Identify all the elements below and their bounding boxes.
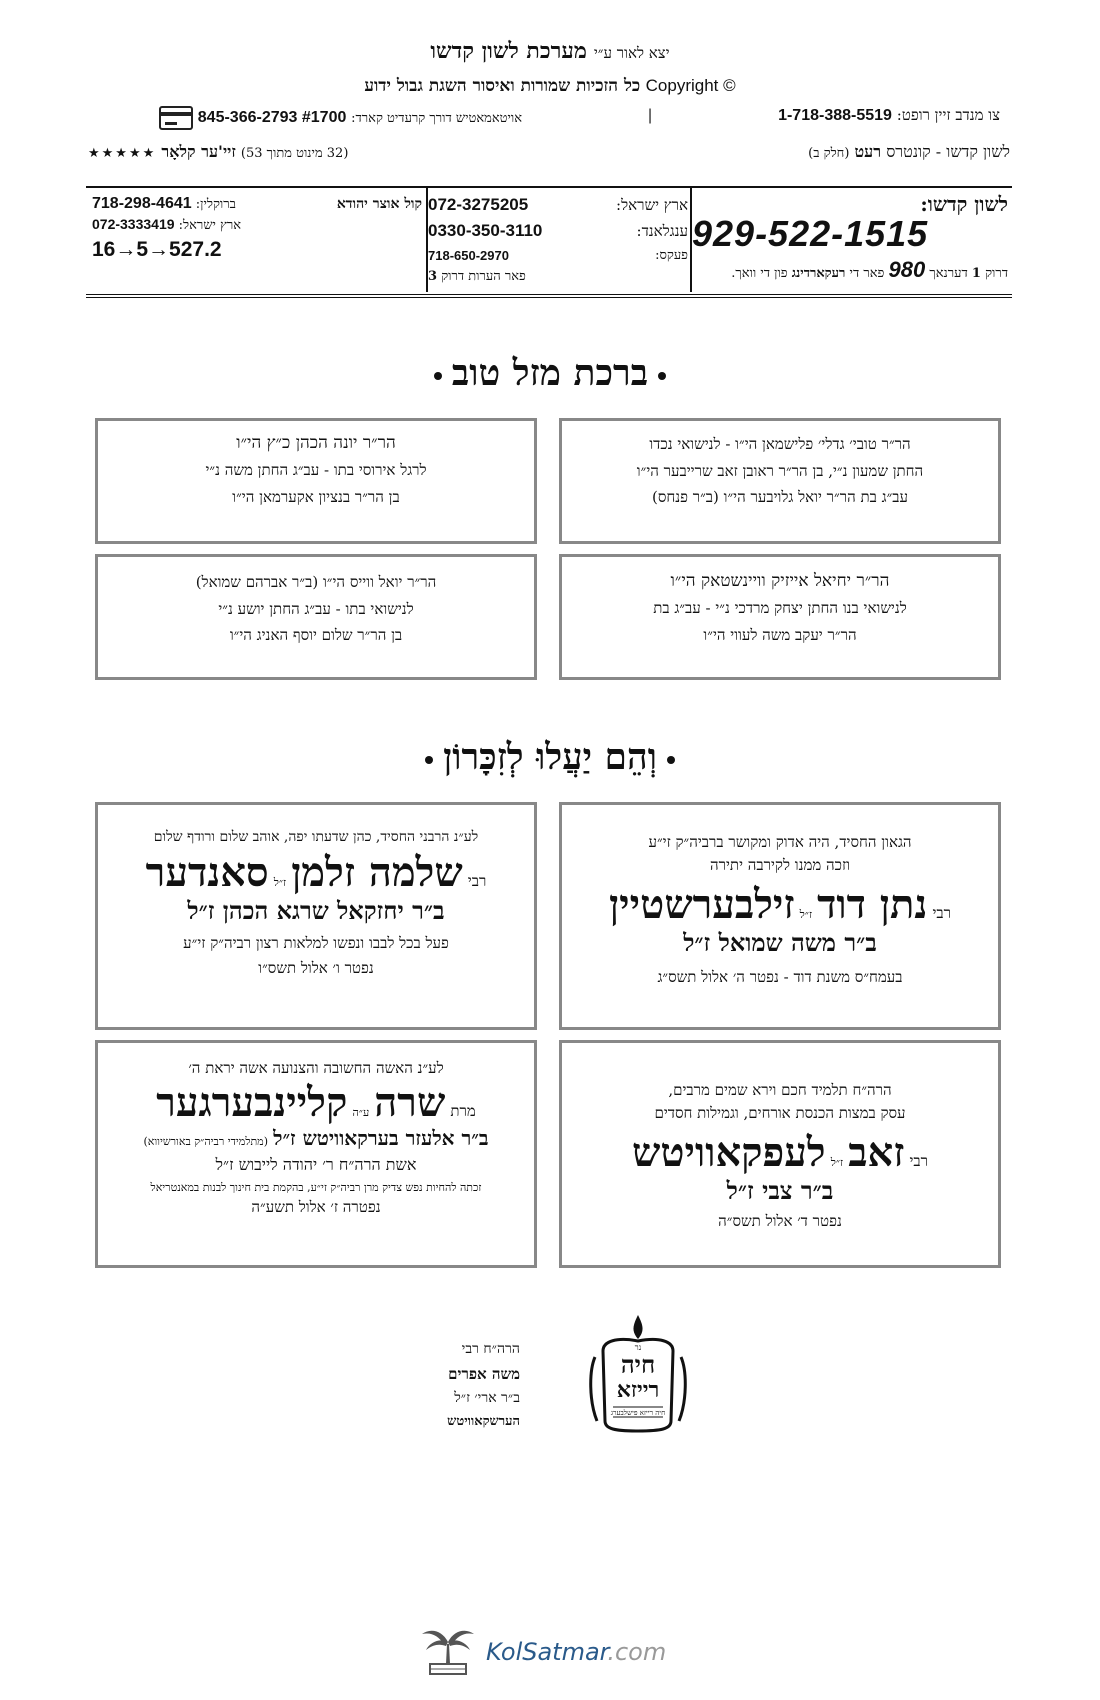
donor-block: הרה״ח רבי משה אפרים ב״ר ארי׳ ז״ל הערשקאוויטש [447, 1341, 520, 1430]
fax-phone: 718-650-2970 [428, 247, 509, 263]
info-box [86, 186, 1012, 298]
emblem-name-2: רייזא [616, 1377, 660, 1403]
sponsor-label: צו מנדב זיין רופט: [896, 106, 1000, 124]
copyright-text: Copyright © [645, 76, 736, 95]
shiur-title: לשון קדשו - קונטרס רעט (חלק ב) [808, 142, 1010, 161]
emblem-top: נר [634, 1343, 642, 1352]
memorial-box: הגאון החסיד, היה אדוק ומקושר ברביה״ק זי״ע וזכה ממנו לקירבה יתירה רבי נתן דוד ז״ל זילבערשטיין ב״ר משה שמואל ז״ל בעמח״ס משנת דוד - נפטר ה׳ אלול תשס״ג [559, 802, 1001, 1030]
separator: | [647, 106, 653, 124]
rights-text: כל הזכיות שמורות ואיסור השגת גבול ידוע [364, 76, 641, 96]
memorial-box: הרה״ח תלמיד חכם וירא שמים מרבים, עסק במצות הכנסת אורחים, וגמילות חסדים רבי זאב ז״ל לעפקאוויטש ב״ר צבי ז״ל נפטר ד׳ אלול תשס״ה [559, 1040, 1001, 1268]
emblem-caption: חיה רייזא פישלבערג [610, 1409, 666, 1417]
publisher-line [0, 38, 1100, 64]
mazel-tov-box: הר״ר יונה הכהן כ״ץ הי״ו לרגל אירוסי בתו - עב״ג החתן משה נ״י בן הר״ר בנציון אקערמאן הי״ו [95, 418, 537, 544]
brooklyn-label: ברוקלין: [195, 197, 236, 212]
bullet-icon [425, 756, 433, 764]
kol-label: קול אוצר יהודא [336, 195, 422, 212]
menu-route: 16→5→527.2 [92, 238, 222, 261]
israel-label: ארץ ישראל: [616, 195, 688, 214]
intl-contacts [428, 192, 688, 290]
credit-label: אויטאמאטיש דורך קרעדיט קארד: [351, 111, 523, 126]
bullet-icon [658, 372, 666, 380]
fax-label: פעקס: [655, 248, 688, 263]
phone-line [155, 106, 1000, 130]
israel2-phone: 072-3333419 [92, 216, 175, 232]
kol-otzar-contacts [92, 192, 422, 290]
ner-emblem [583, 1311, 693, 1441]
israel2-label: ארץ ישראל: [178, 218, 242, 233]
mazel-tov-heading: ברכת מזל טוב [0, 352, 1100, 394]
mazel-tov-box: הר״ר יחיאל אייזיק וויינשטאק הי״ו לנישואי בנו החתן יצחק מרדכי נ״י - עב״ג בת הר״ר יעקב משה לעווי הי״ו [559, 554, 1001, 680]
england-phone: 0330-350-3110 [428, 221, 543, 240]
emblem-name-1: חיה [620, 1350, 656, 1379]
rights-line [0, 76, 1100, 96]
deceased-name: רבי שלמה זלמן ז״ל סאנדער [145, 849, 487, 896]
main-phone: 929-522-1515 [692, 213, 929, 254]
memorial-box: לע״נ האשה החשובה והצנועה אשה יראת ה׳ מרת שרה ע״ה קליינבערגער ב״ר אלעזר בערקאוויטש ז״ל (מתלמידי רביה״ק באורשיווא) אשת הרה״ח ר׳ יהודה לייבוש ז״ל זכתה להחיות נפש צדיק מרן רביה״ק זי״ע, בהקמת בית חינוך לבנות במאנטריאל נפטרה ז׳ אלול תשע״ה [95, 1040, 537, 1268]
memorial-box: לע״נ הרבני החסיד, כהן שדעתו יפה, אוהב שלום ורודף שלום רבי שלמה זלמן ז״ל סאנדער ב״ר יחזקאל שרגא הכהן ז״ל פעל בכל לבבו ונפשו למלאות רצון רביה״ק זי״ע נפטר ו׳ אלול תשס״ו [95, 802, 537, 1030]
memorial-heading: וְהֵם יַעֲלוּ לְזִכָּרוֹן [0, 736, 1100, 778]
mazel-tov-box: הר״ר יואל ווייס הי״ו (ב״ר אברהם שמואל) לנישואי בתו - עב״ג החתן יושע נ״י בן הר״ר שלום יוסף האניג הי״ו [95, 554, 537, 680]
mazel-tov-box: הר״ר טובי׳ גדלי׳ פלישמאן הי״ו - לנישואי נכדו החתן שמעון נ״י, בן הר״ר ראובן זאב שרייבער הי״ו עב״ג בת הר״ר יואל גלויבער הי״ו (ב״ר פנחס) [559, 418, 1001, 544]
israel-phone: 072-3275205 [428, 195, 529, 214]
main-label: לשון קדשו: [920, 192, 1008, 216]
footer-logo [418, 1620, 718, 1680]
rating-stars: ★★★★★ [88, 146, 157, 161]
subject-row [88, 142, 1010, 162]
palm-tree-icon [418, 1620, 478, 1680]
press-instructions: דרוק 1 דערנאך 980 פאר די רעקארדינג פון די וואך. [731, 257, 1008, 282]
brooklyn-phone: 718-298-4641 [92, 195, 192, 212]
sponsor-contact [778, 106, 1000, 130]
credit-phone: 845-366-2793 #1700 [197, 109, 347, 126]
deceased-name: רבי זאב ז״ל לעפקאוויטש [632, 1129, 928, 1176]
credit-contact [155, 106, 522, 130]
notes-line: פאר הערות דרוק 3 [428, 269, 526, 284]
footer-site[interactable]: KolSatmar.com [486, 1638, 667, 1666]
credit-card-icon [159, 106, 193, 130]
england-label: ענגלאנד: [636, 221, 688, 240]
deceased-name: רבי נתן דוד ז״ל זילבערשטיין [608, 881, 952, 928]
speaker-info: (32 מינוט מתוך 53) זיי'ער קלאָר ★★★★★ [88, 142, 349, 161]
publisher-lead: יצא לאור ע״י [593, 44, 670, 62]
main-contact [692, 192, 1008, 290]
bullet-icon [434, 372, 442, 380]
sponsor-phone: 1-718-388-5519 [778, 107, 892, 124]
deceased-name: מרת שרה ע״ה קליינבערגער [156, 1078, 476, 1126]
publisher-name: מערכת לשון קדשו [430, 38, 587, 64]
bullet-icon [667, 756, 675, 764]
